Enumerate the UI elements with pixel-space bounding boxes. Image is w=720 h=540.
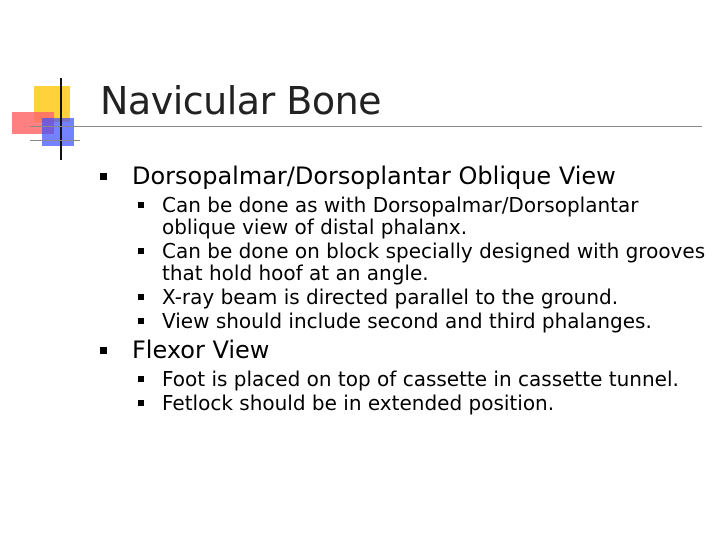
point-text: X-ray beam is directed parallel to the ground.	[162, 285, 619, 309]
section-dorsopalmar	[90, 160, 715, 332]
point-text: Foot is placed on top of cassette in cassette tunnel.	[162, 367, 679, 391]
list-item	[132, 368, 715, 390]
square-bullet-icon	[100, 347, 107, 354]
sub-bullet-list	[132, 368, 715, 414]
square-bullet-icon	[138, 294, 144, 300]
point-text: Can be done on block specially designed with grooves that hold hoof at an angle.	[162, 239, 706, 285]
list-item	[132, 286, 715, 308]
square-bullet-icon	[138, 376, 144, 382]
point-text: Fetlock should be in extended position.	[162, 391, 555, 415]
point-text: View should include second and third phalanges.	[162, 309, 652, 333]
sub-bullet-list	[132, 194, 715, 332]
point-text: Can be done as with Dorsopalmar/Dorsoplantar oblique view of distal phalanx.	[162, 193, 639, 239]
slide-body	[90, 160, 715, 414]
bullet-list	[90, 160, 715, 414]
section-flexor-view	[90, 334, 715, 414]
square-bullet-icon	[138, 400, 144, 406]
slide-title: Navicular Bone	[100, 79, 382, 123]
list-item	[132, 240, 715, 284]
logo-horizontal-line	[30, 140, 80, 141]
section-heading: Dorsopalmar/Dorsoplantar Oblique View	[132, 162, 616, 190]
square-bullet-icon	[100, 173, 107, 180]
list-item	[132, 310, 715, 332]
logo-blue-square	[42, 118, 74, 146]
section-heading: Flexor View	[132, 336, 270, 364]
list-item	[132, 392, 715, 414]
square-bullet-icon	[138, 248, 144, 254]
list-item	[132, 194, 715, 238]
square-bullet-icon	[138, 318, 144, 324]
square-bullet-icon	[138, 202, 144, 208]
logo-vertical-line	[60, 78, 62, 160]
title-underline	[30, 126, 702, 127]
